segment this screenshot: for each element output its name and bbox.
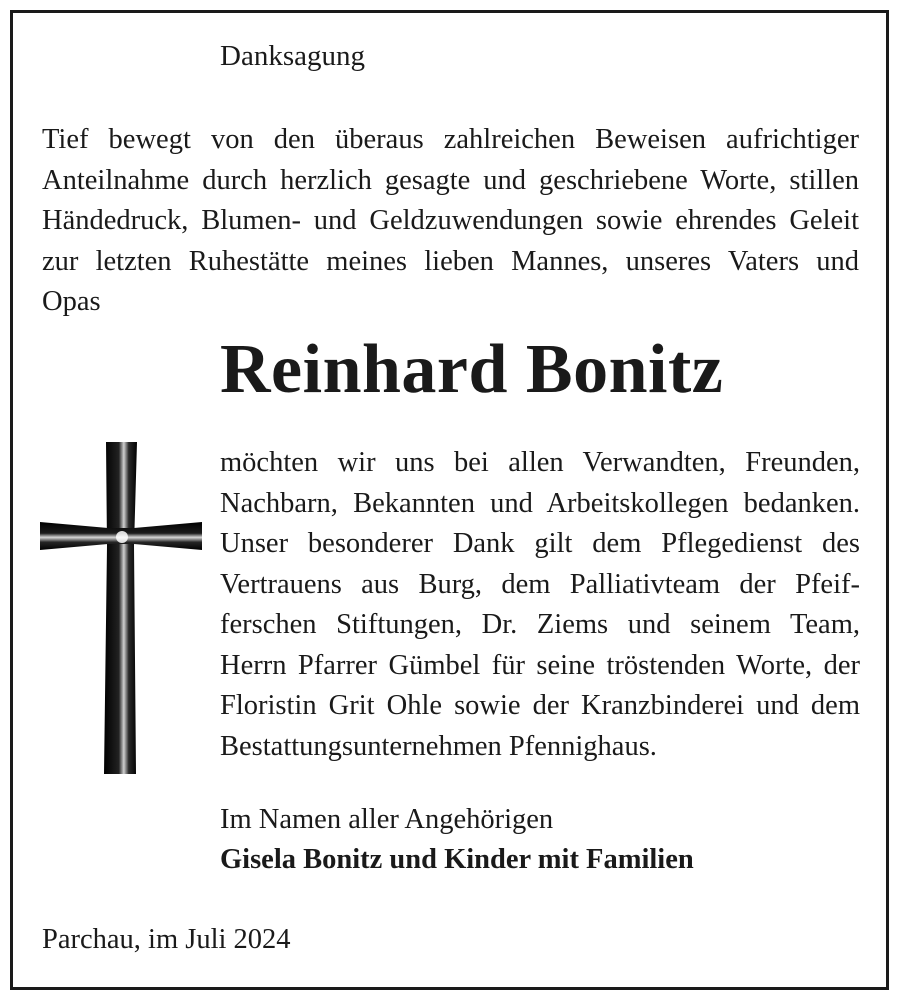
thanks-line: Floristin Grit Ohle sowie der Kranzbinderei und dem — [220, 690, 860, 721]
place-date: Parchau, im Juli 2024 — [42, 924, 291, 955]
cross-icon — [38, 440, 204, 775]
signature: Gisela Bonitz und Kinder mit Familien — [220, 844, 694, 875]
intro-line: Tief bewegt von den überaus zahlreichen Beweisen aufrichtiger — [42, 124, 859, 155]
thanks-line: Unser besonderer Dank gilt dem Pflegedienst des — [220, 528, 860, 559]
closing-line: Im Namen aller Angehörigen — [220, 804, 554, 835]
notice-heading: Danksagung — [220, 40, 365, 72]
thanks-line: Herrn Pfarrer Gümbel für seine tröstenden Worte, der — [220, 649, 860, 681]
intro-paragraph — [42, 120, 859, 323]
thanks-line: möchten wir uns bei allen Verwandten, Freunden, — [220, 447, 860, 478]
thanks-line: Nachbarn, Bekannten und Arbeitskollegen bedanken. — [220, 487, 860, 519]
deceased-name: Reinhard Bonitz — [220, 331, 724, 408]
intro-line: Händedruck, Blumen- und Geldzuwendungen sowie ehrendes Geleit — [42, 205, 859, 236]
thanks-line: Bestattungsunternehmen Pfennighaus. — [220, 730, 657, 762]
intro-line: zur letzten Ruhestätte meines lieben Mannes, unseres Vaters und — [42, 245, 859, 277]
thanks-paragraph — [220, 443, 860, 767]
thanks-line: Vertrauens aus Burg, dem Palliativteam der Pfeif- — [220, 568, 860, 600]
intro-line: Anteilnahme durch herzlich gesagte und geschriebene Worte, stillen — [42, 164, 859, 196]
intro-line: Opas — [42, 286, 101, 317]
thanks-line: ferschen Stiftungen, Dr. Ziems und seinem Team, — [220, 609, 860, 640]
